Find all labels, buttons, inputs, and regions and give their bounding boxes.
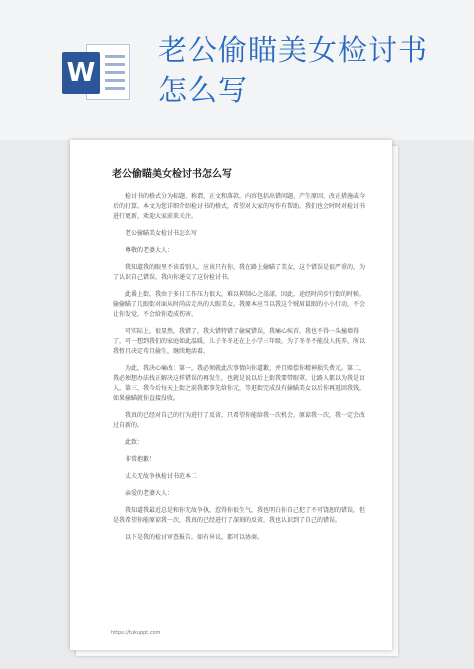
section-heading: 丈夫无故争执检讨书范本二 — [125, 473, 198, 480]
document-page — [70, 140, 392, 650]
banner — [0, 0, 474, 140]
salutation: 尊敬的老婆大人： — [125, 247, 174, 254]
body-paragraph: 以下是我的检讨审查报告，如有异议，都可以协商。 — [125, 534, 264, 541]
document-title: 老公偷瞄美女检讨书怎么写 — [112, 169, 232, 180]
word-document-icon — [62, 44, 132, 102]
body-paragraph: 我知道我的眼里不该看别人，应该只有你，我在路上偷瞄了美女，这个错误是很严重的，为了认识自己错误，我向你递交了这份检讨书。 — [113, 264, 366, 281]
closing: 此致： — [125, 439, 144, 446]
document-body — [113, 192, 365, 550]
body-paragraph: 可实际上，很显然，我错了，我大错特错了偷窥错误，我痛心疾首，我也不得一头撞墙得了，可一想到我们的家庭如此温暖，儿子冬冬还在上小学三年级，为了冬冬不能没人抚养，所以我暂且决定苟且偷生，继续地活着。 — [113, 328, 366, 355]
body-paragraph: 此番上街，我由于多日工作压力很大，难以抑制心之荡漾，因此，途经时尚步行街的时候，偷偷瞄了几眼街对面从时尚店走出的大眼美女。我原本应当以我这个贼眉鼠眼的小小行动，不会让你发觉，不会给你造成伤害。 — [113, 291, 366, 318]
intro-paragraph: 检讨书的格式分为标题、称谓、正文和落款，内容包括出错问题、产生原因、改正措施或今后的打算。本文为您详细介绍检讨书的格式，希望对大家的写作有帮助。我们也会时时对检讨书进行更新，欢迎大家前来关注。 — [113, 193, 366, 220]
closing-apology: 非常抱歉！ — [125, 456, 156, 463]
salutation-2: 亲爱的老婆大人： — [125, 490, 174, 497]
body-paragraph: 为此，我决心痛改：第一，我必须就此次事情向你道歉，并且赔偿你精神损失费元。第二，我必须想办法找正解决这样错误的再发生，也就是说以后上街我要带眼罩，让路人都以为我是盲人。第三，我今后每天上街之前我都事先给你元，等逛街完成没有偷瞄美女以后你再返回我钱，如果偷瞄就你直接没收。 — [113, 365, 366, 402]
banner-title: 老公偷瞄美女检讨书怎么写 — [158, 33, 429, 107]
body-paragraph: 我真的已经对自己的行为进行了反省，只希望你能给我一次机会，原谅我一次，我一定会改过自新的。 — [113, 412, 366, 429]
word-logo-badge: W — [62, 52, 100, 94]
subheading: 老公偷瞄美女检讨书怎么写 — [125, 230, 198, 237]
footer-url: https://tukuppt.com — [111, 630, 161, 636]
body-paragraph: 我知道我最近总是和你无故争执，惹得你很生气，我也明白你自己犯了不可饶恕的错误，但是我希望你能原谅我一次，我真的已经进行了深刻的反省，我也认识到了自己的错误。 — [113, 507, 366, 524]
